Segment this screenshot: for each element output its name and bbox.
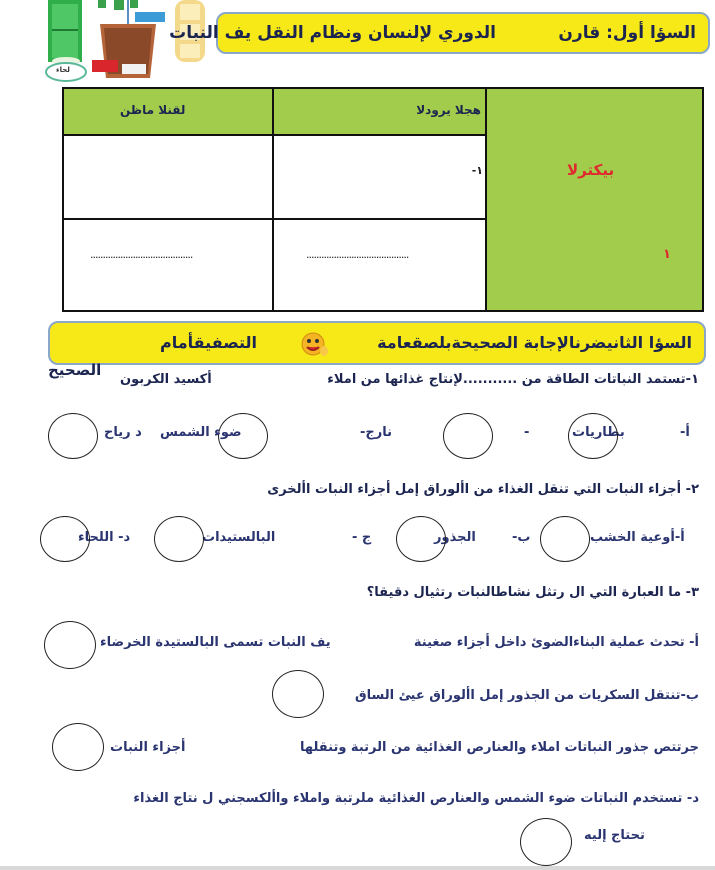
q3-option-d[interactable]: د- تستخدم النباتات ضوء الشمس والعنارص الغذائية ملرتبة واملاء واألكسجني ل نتاج الغذاء — [133, 791, 699, 806]
cell-item-number: -١ — [471, 164, 483, 177]
q2-option-xylem[interactable]: أ-أوعية الخشب — [590, 530, 685, 545]
q3-option-a-cont[interactable]: يف النبات تسمى البالستيدة الخرضاء — [100, 635, 331, 650]
question1-banner — [169, 12, 710, 54]
question-1-text-end: أكسيد الكربون — [120, 372, 212, 387]
answer-cell-2b[interactable] — [62, 218, 274, 312]
question2-title-part2: التصفيقأمام — [160, 333, 257, 352]
answer-cell-2a[interactable] — [272, 218, 487, 312]
answer-cell-1b[interactable] — [62, 134, 274, 220]
q3-option-b[interactable]: ب-تنتقل السكريات من الجذور إمل األوراق عيئ الساق — [355, 688, 699, 703]
q3-option-d-cont[interactable]: تحتاج إليه — [584, 828, 645, 843]
q3-answer-circle-b[interactable] — [272, 670, 324, 718]
q2-answer-circle-3[interactable] — [154, 516, 204, 562]
q2-answer-circle-4[interactable] — [40, 516, 90, 562]
q3-answer-circle-d[interactable] — [520, 818, 572, 866]
q2-option-c-label: ج - — [352, 530, 372, 545]
q3-option-c-cont[interactable]: أجزاء النبات — [110, 740, 186, 755]
q1-answer-circle-2[interactable] — [443, 413, 493, 459]
clapping-emoji-icon — [298, 329, 328, 359]
q3-option-a[interactable]: أ- تحدث عملية البناءالضوئ داخل أجزاء صغينة — [413, 635, 699, 650]
question1-title: السؤا أول: قارن — [558, 23, 696, 43]
q1-option-fire[interactable]: نارج- — [360, 425, 393, 440]
q2-option-plastids[interactable]: البالستيدات — [202, 530, 276, 545]
q1-option-a-label: أ- — [680, 425, 690, 440]
header-cell-circulatory — [272, 87, 487, 136]
page-bottom-edge — [0, 866, 715, 870]
header-cell-transport — [62, 87, 274, 136]
q1-option-dash: - — [524, 425, 530, 440]
q1-answer-circle-1[interactable] — [568, 413, 618, 459]
q3-option-c[interactable]: جرتتص جذور النباتات املاء والعنارص الغذائية من الرتبة وتنقلها — [300, 740, 699, 755]
question1-subject: الدوري لإلنسان ونظام النقل يف النبات — [169, 23, 496, 43]
q1-option-wind[interactable]: د رياح — [104, 425, 142, 440]
question-3-text: ٣- ما العبارة التي ال رتثل نشاطالنبات رتثيال دقيقا؟ — [366, 585, 699, 600]
question-2-text: ٢- أجزاء النبات التي تنقل الغذاء من األوراق إمل أجزاء النبات األخرى — [267, 482, 699, 497]
q1-option-sunlight[interactable]: ضوء الشمس — [160, 425, 242, 440]
q2-option-phloem[interactable]: د- اللحاء — [78, 530, 131, 545]
header-transport: لقنلا ماظن — [120, 103, 186, 117]
question2-title-part3: الصحيح — [48, 361, 102, 379]
q2-answer-circle-1[interactable] — [540, 516, 590, 562]
answer-cell-1a[interactable] — [272, 134, 487, 220]
q3-answer-circle-a[interactable] — [44, 621, 96, 669]
q2-option-roots[interactable]: الجذور — [434, 530, 476, 545]
question-1-text: ١-تستمد النباتات الطاقة من ...........لإنتاج غذائها من املاء — [327, 372, 699, 387]
row-label-cell — [485, 87, 704, 312]
row-label: بيكترلا — [567, 161, 615, 179]
q3-answer-circle-c[interactable] — [52, 723, 104, 771]
dotted-blank: ......................................... — [90, 248, 193, 261]
q2-answer-circle-2[interactable] — [396, 516, 446, 562]
dotted-blank: ......................................... — [306, 248, 409, 261]
question2-title-part1: السؤا الثانيضرنالإجابة الصحيحةبلصقعامة — [377, 333, 692, 352]
comparison-table — [62, 87, 704, 312]
row-number: ١ — [663, 247, 671, 262]
header-circulatory: هجلا يرودلا — [416, 103, 481, 117]
question2-banner — [48, 321, 706, 365]
q1-option-batteries[interactable]: بطاريات — [572, 425, 625, 440]
q2-option-b-label: ب- — [512, 530, 531, 545]
q1-answer-circle-4[interactable] — [48, 413, 98, 459]
diagram-label: لحاء — [56, 66, 70, 74]
